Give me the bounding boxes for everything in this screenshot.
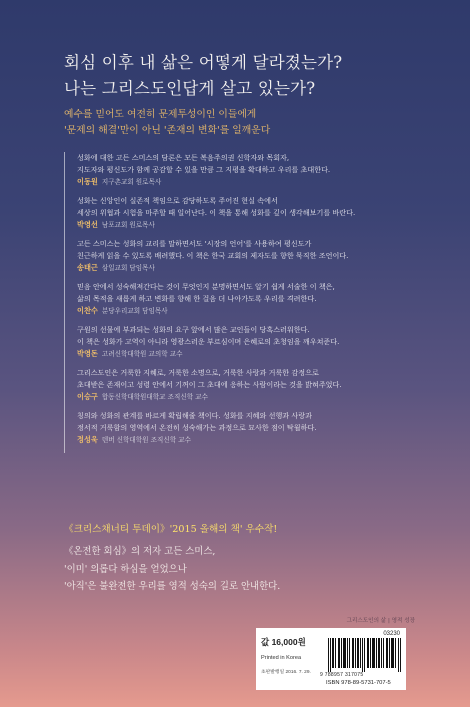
endorser <box>77 391 417 403</box>
award-line: 《크리스채너티 투데이》'2015 올해의 책' 우수작! <box>64 524 278 535</box>
endorser-name: 박영돈 <box>77 349 98 358</box>
endorser <box>77 305 417 317</box>
endorsement <box>77 281 417 317</box>
endorsement <box>77 367 417 403</box>
endorser <box>77 262 417 274</box>
subtitle-line-1: 예수를 믿어도 여전히 문제투성이인 이들에게 <box>64 109 257 120</box>
endorsement-text: 지도자와 평신도가 함께 공감할 수 있을 만큼 그 지평을 확대하고 우리를 초대한다. <box>77 164 331 174</box>
endorsement-text: 성화에 대한 고든 스미스의 담론은 모든 복음주의권 신학자와 목회자, <box>77 153 290 162</box>
endorsement-text: 그리스도인은 거룩한 지혜로, 거룩한 소명으로, 거룩한 사랑과 거룩한 감정으로 <box>77 368 319 377</box>
endorser <box>77 176 417 188</box>
shelf-category-label: 그리스도인의 삶 | 영적 성장 <box>346 618 415 624</box>
endorsement <box>77 152 417 188</box>
price-label: 값 16,000원 <box>261 637 306 647</box>
closing-blurb <box>64 543 424 596</box>
endorsement <box>77 238 417 274</box>
blurb-line-3: '아직'은 불완전한 우리를 영적 성숙의 길로 안내한다. <box>64 581 281 592</box>
endorser-name: 송태근 <box>77 263 98 272</box>
endorser-role: 삼일교회 담임목사 <box>101 264 155 272</box>
endorser-role: 분당우리교회 담임목사 <box>101 307 168 315</box>
endorser-role: 남포교회 원로목사 <box>101 221 155 229</box>
endorser-name: 이동원 <box>77 177 98 186</box>
addon-code: 03230 <box>383 631 400 637</box>
endorsement-text: 믿음 안에서 성숙해져간다는 것이 무엇인지 분명하면서도 알기 쉽게 서술한 이 책은, <box>77 282 335 291</box>
endorsement-text: 친근하게 읽을 수 있도록 배려했다. 이 책은 한국 교회의 제자도를 향한 묵직한 조언이다. <box>77 250 349 260</box>
blurb-line-2: '이미' 의롭다 하심을 얻었으나 <box>64 563 187 575</box>
subtitle-line-2: '문제의 해결'만이 아닌 '존재의 변화'를 일깨운다 <box>64 125 271 136</box>
endorser-name: 정성욱 <box>77 435 98 444</box>
barcode-digits: 9 788957 317075 <box>320 672 364 678</box>
endorsement-text: 정서적 거룩함의 영역에서 온전히 성숙해가는 과정으로 묘사한 점이 탁월하다. <box>77 422 317 432</box>
publication-date: 초판발행일 2016. 7. 29. <box>261 670 311 675</box>
endorsement <box>77 324 417 360</box>
blurb-line-1: 《온전한 회심》의 저자 고든 스미스, <box>64 546 216 557</box>
endorsement-text: 삶의 목적을 새롭게 하고 변화를 향해 한 걸음 더 나아가도록 우리를 격려한다. <box>77 293 317 303</box>
endorsement-text: 고든 스미스는 성화의 교리를 말하면서도 '시장의 언어'를 사용하여 평신도가 <box>77 239 312 248</box>
endorser-role: 고려신학대학원 교의학 교수 <box>101 350 183 358</box>
endorser-name: 이찬수 <box>77 306 98 315</box>
isbn-barcode-box <box>256 628 406 690</box>
back-cover-heading <box>64 50 424 102</box>
isbn-number: ISBN 978-89-5731-707-5 <box>326 680 391 686</box>
endorser-name: 박영선 <box>77 220 98 229</box>
endorser-role: 덴버 신학대학원 조직신학 교수 <box>101 436 191 444</box>
endorsement-text: 성화는 신앙인이 실존적 책임으로 감당하도록 주어진 현실 속에서 <box>77 196 278 205</box>
endorser <box>77 434 417 446</box>
endorsement-text: 이 책은 성화가 고역이 아니라 영광스러운 부르심이며 은혜로의 초청임을 깨우쳐준다. <box>77 336 340 346</box>
barcode-icon <box>328 638 402 672</box>
endorsement <box>77 410 417 446</box>
back-cover-subtitle <box>64 107 424 139</box>
endorser-role: 지구촌교회 원로목사 <box>101 178 162 186</box>
endorsement-text: 세상의 위협과 시험을 마주할 때 일어난다. 이 책을 통해 성화를 깊이 생각해보기를 바란다. <box>77 207 356 217</box>
endorsement-text: 구원의 선물에 부과되는 성화의 요구 앞에서 많은 교인들이 당혹스러워한다. <box>77 325 310 334</box>
endorsement-text: 초대받은 존재이고 성령 안에서 기꺼이 그 초대에 응하는 사람이라는 것을 밝혀주었다. <box>77 379 342 389</box>
endorser <box>77 219 417 231</box>
heading-line-2: 나는 그리스도인답게 살고 있는가? <box>64 79 316 98</box>
endorsement-list <box>64 152 417 453</box>
heading-line-1: 회심 이후 내 삶은 어떻게 달라졌는가? <box>64 53 343 72</box>
endorsement <box>77 195 417 231</box>
endorser <box>77 348 417 360</box>
printed-in-label: Printed in Korea <box>261 655 302 661</box>
endorsement-text: 칭의와 성화의 관계를 바르게 확립해줄 책이다. 성화를 지혜와 선행과 사랑과 <box>77 411 312 420</box>
endorser-role: 합동신학대학원대학교 조직신학 교수 <box>101 393 208 401</box>
endorser-name: 이승구 <box>77 392 98 401</box>
